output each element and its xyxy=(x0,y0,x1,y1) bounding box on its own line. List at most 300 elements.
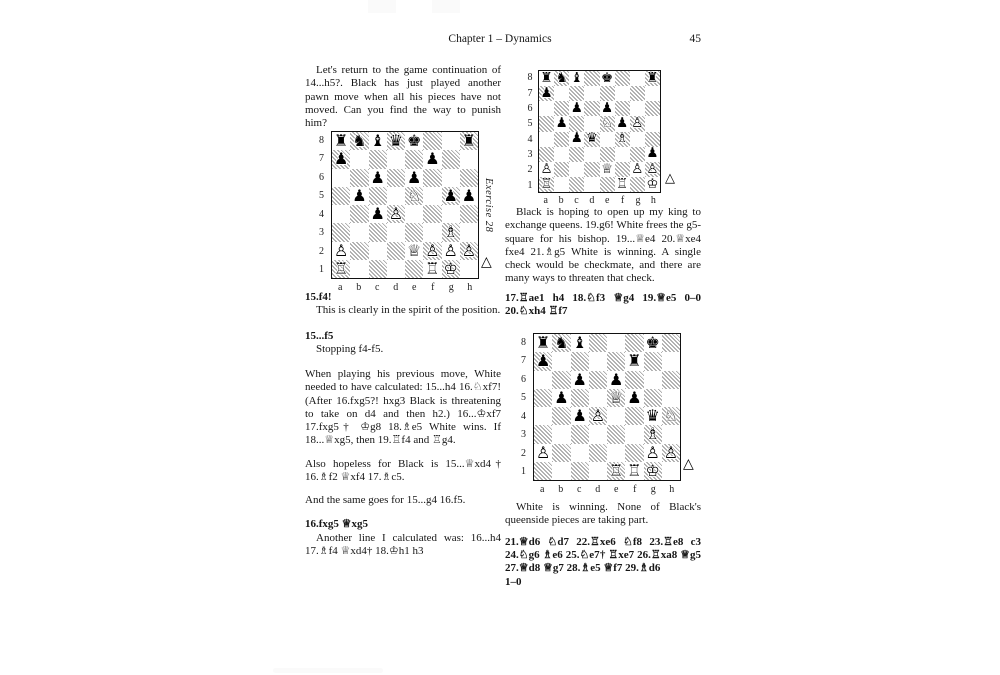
paragraph-analysis: And the same goes for 15...g4 16.f5. xyxy=(305,494,466,506)
chess-piece: ♝ xyxy=(572,334,587,353)
chess-piece: ♙ xyxy=(333,241,349,260)
square-c8 xyxy=(369,132,387,150)
move-heading: 15.f4! xyxy=(305,291,332,303)
square-b6 xyxy=(554,101,569,116)
square-a3 xyxy=(332,223,350,241)
square-h4 xyxy=(662,407,680,425)
chess-piece: ♜ xyxy=(461,132,477,151)
chess-piece: ♜ xyxy=(540,71,553,86)
square-e4 xyxy=(600,132,615,147)
file-label-f: f xyxy=(633,484,637,495)
square-e6 xyxy=(607,371,625,389)
square-h1 xyxy=(645,177,660,192)
chess-piece: ♟ xyxy=(554,388,569,407)
rank-label-4: 4 xyxy=(521,410,526,422)
square-e7 xyxy=(405,150,423,168)
chess-piece: ♛ xyxy=(388,132,404,151)
square-g2 xyxy=(644,444,662,462)
chess-piece: ♗ xyxy=(443,223,458,242)
square-f2 xyxy=(423,242,441,260)
file-label-g: g xyxy=(448,282,454,293)
square-b6 xyxy=(552,371,570,389)
rank-label-1: 1 xyxy=(527,179,533,191)
square-g4 xyxy=(630,132,645,147)
square-h7 xyxy=(645,86,660,101)
square-e6 xyxy=(600,101,615,116)
chess-piece: ♟ xyxy=(572,407,587,426)
square-f8 xyxy=(423,132,441,150)
square-d8 xyxy=(387,132,405,150)
page-number: 45 xyxy=(689,33,701,45)
chess-piece: ♟ xyxy=(555,116,568,132)
chess-piece: ♖ xyxy=(333,259,349,278)
square-c5 xyxy=(571,389,589,407)
chess-piece: ♖ xyxy=(540,176,553,192)
square-c4 xyxy=(571,407,589,425)
square-g1 xyxy=(644,462,662,480)
square-h6 xyxy=(460,169,478,187)
rank-label-6: 6 xyxy=(521,373,526,385)
square-g1 xyxy=(442,260,460,278)
chess-piece: ♙ xyxy=(645,443,660,462)
chess-piece: ♙ xyxy=(540,161,553,177)
rank-label-8: 8 xyxy=(319,134,324,146)
square-d7 xyxy=(584,86,599,101)
chess-piece: ♟ xyxy=(646,146,659,162)
square-d7 xyxy=(589,352,607,370)
square-a8 xyxy=(332,132,350,150)
chess-piece: ♗ xyxy=(645,425,660,444)
rank-label-2: 2 xyxy=(319,245,324,257)
file-label-h: h xyxy=(669,484,675,495)
square-a2 xyxy=(539,162,554,177)
file-label-d: d xyxy=(595,484,601,495)
square-h2 xyxy=(645,162,660,177)
chess-piece: ♙ xyxy=(646,161,659,177)
file-label-f: f xyxy=(620,195,625,206)
chess-piece: ♘ xyxy=(406,186,422,205)
file-label-g: g xyxy=(635,195,641,206)
chess-piece: ♟ xyxy=(616,116,629,132)
square-d7 xyxy=(387,150,405,168)
rank-label-4: 4 xyxy=(527,133,533,145)
square-f1 xyxy=(423,260,441,278)
chess-board xyxy=(538,70,661,193)
square-g7 xyxy=(630,86,645,101)
square-a7 xyxy=(534,352,552,370)
chess-piece: ♜ xyxy=(535,334,551,353)
chess-piece: ♞ xyxy=(352,132,367,151)
square-d2 xyxy=(387,242,405,260)
chess-piece: ♟ xyxy=(370,168,385,187)
chess-piece: ♙ xyxy=(535,443,551,462)
chess-piece: ♟ xyxy=(425,150,440,169)
square-g1 xyxy=(630,177,645,192)
rank-label-2: 2 xyxy=(527,164,533,176)
square-g2 xyxy=(442,242,460,260)
square-h8 xyxy=(662,334,680,352)
chess-piece: ♙ xyxy=(443,241,458,260)
chess-piece: ♙ xyxy=(631,161,644,177)
square-f5 xyxy=(625,389,643,407)
square-d2 xyxy=(589,444,607,462)
paragraph-commentary: Black is hoping to open up my king to exchange queens. 19.g6! White frees the g5-square for his bishop. 19...♕e4 20.♕xe4 fxe4 21.♗g5 White is winning. A single check would be checkmate, and there are many ways to threaten that check. xyxy=(505,206,701,285)
chess-piece: ♛ xyxy=(645,407,660,426)
square-d1 xyxy=(387,260,405,278)
square-b3 xyxy=(350,223,368,241)
chess-piece: ♟ xyxy=(406,168,422,187)
chess-piece: ♕ xyxy=(601,161,614,177)
chess-piece: ♟ xyxy=(535,352,551,371)
chess-piece: ♙ xyxy=(388,205,404,224)
square-b2 xyxy=(554,162,569,177)
rank-label-7: 7 xyxy=(527,87,533,99)
chess-piece: ♝ xyxy=(370,132,385,151)
square-a1 xyxy=(534,462,552,480)
square-c4 xyxy=(569,132,584,147)
page-edge-artifact xyxy=(273,668,383,673)
square-g4 xyxy=(644,407,662,425)
square-f1 xyxy=(615,177,630,192)
square-d4 xyxy=(589,407,607,425)
square-f6 xyxy=(615,101,630,116)
paragraph-analysis: Another line I calculated was: 16...h4 17.♗f4 ♕xd4† 18.♔h1 h3 xyxy=(305,532,501,558)
square-c1 xyxy=(569,177,584,192)
chess-piece: ♟ xyxy=(608,370,624,389)
chess-piece: ♙ xyxy=(461,241,477,260)
square-f8 xyxy=(615,71,630,86)
square-g8 xyxy=(630,71,645,86)
move-comment: Stopping f4-f5. xyxy=(316,343,384,355)
chess-piece: ♟ xyxy=(461,186,477,205)
square-c6 xyxy=(369,169,387,187)
square-b7 xyxy=(552,352,570,370)
chess-board xyxy=(331,131,479,279)
square-g3 xyxy=(442,223,460,241)
square-b5 xyxy=(554,116,569,131)
rank-label-6: 6 xyxy=(527,102,533,114)
square-d3 xyxy=(584,147,599,162)
square-f5 xyxy=(423,187,441,205)
chapter-header: Chapter 1 – Dynamics xyxy=(448,33,552,45)
square-g6 xyxy=(644,371,662,389)
square-b4 xyxy=(554,132,569,147)
square-c5 xyxy=(369,187,387,205)
square-h8 xyxy=(460,132,478,150)
square-a1 xyxy=(539,177,554,192)
rank-label-3: 3 xyxy=(521,429,526,441)
square-b2 xyxy=(552,444,570,462)
square-b7 xyxy=(554,86,569,101)
square-e1 xyxy=(405,260,423,278)
rank-label-8: 8 xyxy=(527,72,533,84)
square-b3 xyxy=(554,147,569,162)
square-e5 xyxy=(405,187,423,205)
rank-label-1: 1 xyxy=(319,264,324,276)
square-b4 xyxy=(552,407,570,425)
square-c2 xyxy=(369,242,387,260)
square-g5 xyxy=(644,389,662,407)
square-g8 xyxy=(644,334,662,352)
square-b6 xyxy=(350,169,368,187)
square-c6 xyxy=(569,101,584,116)
square-h4 xyxy=(460,205,478,223)
exercise-label: Exercise 28 xyxy=(483,177,494,233)
chess-piece: ♖ xyxy=(616,176,629,192)
chess-piece: ♟ xyxy=(352,186,367,205)
chess-board xyxy=(533,333,681,481)
square-b3 xyxy=(552,425,570,443)
rank-label-1: 1 xyxy=(521,466,526,478)
rank-label-2: 2 xyxy=(521,447,526,459)
move-heading: 15...f5 xyxy=(305,330,334,342)
file-label-h: h xyxy=(467,282,473,293)
file-labels xyxy=(533,483,681,497)
square-d6 xyxy=(584,101,599,116)
file-label-g: g xyxy=(650,484,656,495)
rank-label-4: 4 xyxy=(319,208,324,220)
chess-piece: ♚ xyxy=(406,132,422,151)
chess-piece: ♝ xyxy=(570,71,583,86)
square-d8 xyxy=(589,334,607,352)
square-h2 xyxy=(662,444,680,462)
chess-piece: ♟ xyxy=(443,186,458,205)
square-e2 xyxy=(607,444,625,462)
square-d4 xyxy=(387,205,405,223)
square-f4 xyxy=(625,407,643,425)
square-a3 xyxy=(539,147,554,162)
rank-label-6: 6 xyxy=(319,171,324,183)
square-g3 xyxy=(644,425,662,443)
square-h5 xyxy=(645,116,660,131)
square-h6 xyxy=(645,101,660,116)
chess-piece: ♟ xyxy=(601,101,614,117)
square-a6 xyxy=(539,101,554,116)
square-f3 xyxy=(625,425,643,443)
file-label-b: b xyxy=(356,282,362,293)
square-a2 xyxy=(534,444,552,462)
rank-label-5: 5 xyxy=(527,118,533,130)
square-b2 xyxy=(350,242,368,260)
file-label-d: d xyxy=(393,282,399,293)
rank-label-5: 5 xyxy=(521,392,526,404)
square-d5 xyxy=(387,187,405,205)
square-c1 xyxy=(571,462,589,480)
square-c6 xyxy=(571,371,589,389)
file-label-c: c xyxy=(375,282,380,293)
square-d1 xyxy=(584,177,599,192)
square-b8 xyxy=(554,71,569,86)
chess-piece: ♘ xyxy=(663,407,679,426)
chess-piece: ♖ xyxy=(627,461,642,480)
chess-piece: ♟ xyxy=(540,86,553,101)
file-label-d: d xyxy=(589,195,595,206)
square-g7 xyxy=(644,352,662,370)
square-b1 xyxy=(554,177,569,192)
square-e8 xyxy=(607,334,625,352)
square-b1 xyxy=(552,462,570,480)
square-c5 xyxy=(569,116,584,131)
file-label-e: e xyxy=(614,484,619,495)
rank-labels xyxy=(315,131,328,279)
square-a2 xyxy=(332,242,350,260)
chess-piece: ♛ xyxy=(585,131,598,147)
square-f2 xyxy=(625,444,643,462)
chess-piece: ♕ xyxy=(406,241,422,260)
square-b5 xyxy=(552,389,570,407)
chess-piece: ♟ xyxy=(570,101,583,117)
square-f1 xyxy=(625,462,643,480)
square-h2 xyxy=(460,242,478,260)
square-a4 xyxy=(539,132,554,147)
square-e3 xyxy=(607,425,625,443)
square-h3 xyxy=(645,147,660,162)
square-f6 xyxy=(625,371,643,389)
chess-piece: ♞ xyxy=(555,71,568,86)
square-a8 xyxy=(534,334,552,352)
square-h3 xyxy=(460,223,478,241)
chess-piece: ♖ xyxy=(425,259,440,278)
game-moves: 21.♕d6 ♘d7 22.♖xe6 ♘f8 23.♖e8 c3 24.♘g6 ♗e6 25.♘e7† ♖xe7 26.♖xa8 ♕g5 27.♕d8 ♕g7 28.♗e5 ♕f7 29.♗d6 xyxy=(505,536,701,575)
square-e7 xyxy=(600,86,615,101)
square-c2 xyxy=(569,162,584,177)
square-a5 xyxy=(539,116,554,131)
square-b4 xyxy=(350,205,368,223)
chess-piece: ♙ xyxy=(425,241,440,260)
game-moves: 17.♖ae1 h4 18.♘f3 ♕g4 19.♕e5 0–0 20.♘xh4 ♖f7 xyxy=(505,292,701,318)
paragraph-analysis: When playing his previous move, White needed to have calculated: 15...h4 16.♘xf7! (After 16.fxg5?! hxg3 Black is threatening to take on d4 and then h2.) 16...♔xf7 17.fxg5† ♔g8 18.♗e5 White wins. If 18...♕xg5, then 19.♖f4 and ♖g4. xyxy=(305,368,501,447)
white-to-move-icon: △ xyxy=(665,171,675,186)
square-c2 xyxy=(571,444,589,462)
square-h1 xyxy=(460,260,478,278)
rank-label-7: 7 xyxy=(319,153,324,165)
file-label-e: e xyxy=(412,282,417,293)
square-h7 xyxy=(662,352,680,370)
chess-piece: ♜ xyxy=(627,352,642,371)
square-h4 xyxy=(645,132,660,147)
square-a1 xyxy=(332,260,350,278)
square-e8 xyxy=(405,132,423,150)
white-to-move-icon: △ xyxy=(683,456,694,472)
square-h1 xyxy=(662,462,680,480)
square-d3 xyxy=(589,425,607,443)
chess-piece: ♙ xyxy=(590,407,606,426)
square-g5 xyxy=(442,187,460,205)
paragraph-commentary: White is winning. None of Black's queenside pieces are taking part. xyxy=(505,501,701,527)
game-result: 1–0 xyxy=(505,576,522,588)
paragraph-intro: Let's return to the game continuation of 14...h5?. Black has just played another pawn move when all his pieces have not moved. Can you find the way to punish him? xyxy=(305,64,501,130)
square-e1 xyxy=(607,462,625,480)
square-b5 xyxy=(350,187,368,205)
square-g2 xyxy=(630,162,645,177)
square-f2 xyxy=(615,162,630,177)
square-f3 xyxy=(423,223,441,241)
square-f7 xyxy=(615,86,630,101)
square-e8 xyxy=(600,71,615,86)
file-label-c: c xyxy=(577,484,582,495)
square-c3 xyxy=(571,425,589,443)
square-e2 xyxy=(405,242,423,260)
rank-label-3: 3 xyxy=(527,149,533,161)
square-e5 xyxy=(607,389,625,407)
square-a5 xyxy=(332,187,350,205)
square-c8 xyxy=(569,71,584,86)
square-h5 xyxy=(460,187,478,205)
square-d5 xyxy=(584,116,599,131)
square-e2 xyxy=(600,162,615,177)
square-a7 xyxy=(332,150,350,168)
square-e3 xyxy=(600,147,615,162)
square-d1 xyxy=(589,462,607,480)
move-comment: This is clearly in the spirit of the position. xyxy=(316,304,501,316)
white-to-move-icon: △ xyxy=(481,254,492,270)
square-d3 xyxy=(387,223,405,241)
square-e3 xyxy=(405,223,423,241)
square-g5 xyxy=(630,116,645,131)
square-g6 xyxy=(630,101,645,116)
chess-piece: ♗ xyxy=(616,131,629,147)
file-label-b: b xyxy=(558,195,564,206)
square-d2 xyxy=(584,162,599,177)
square-f8 xyxy=(625,334,643,352)
square-g6 xyxy=(442,169,460,187)
square-g7 xyxy=(442,150,460,168)
square-d5 xyxy=(589,389,607,407)
page-edge-artifact xyxy=(432,0,460,13)
square-h7 xyxy=(460,150,478,168)
rank-label-7: 7 xyxy=(521,355,526,367)
square-e5 xyxy=(600,116,615,131)
chess-piece: ♚ xyxy=(601,71,614,86)
chess-piece: ♚ xyxy=(645,334,660,353)
square-h5 xyxy=(662,389,680,407)
square-f5 xyxy=(615,116,630,131)
rank-label-5: 5 xyxy=(319,190,324,202)
file-label-c: c xyxy=(574,195,579,206)
square-a6 xyxy=(332,169,350,187)
square-a5 xyxy=(534,389,552,407)
square-c7 xyxy=(369,150,387,168)
chess-piece: ♔ xyxy=(646,176,659,192)
square-f3 xyxy=(615,147,630,162)
square-f7 xyxy=(423,150,441,168)
square-b8 xyxy=(350,132,368,150)
page-edge-artifact xyxy=(368,0,396,13)
square-e4 xyxy=(607,407,625,425)
square-e6 xyxy=(405,169,423,187)
square-a6 xyxy=(534,371,552,389)
chess-piece: ♞ xyxy=(554,334,569,353)
file-label-b: b xyxy=(558,484,564,495)
chess-piece: ♖ xyxy=(608,461,624,480)
square-c4 xyxy=(369,205,387,223)
square-c1 xyxy=(369,260,387,278)
square-d8 xyxy=(584,71,599,86)
chess-piece: ♟ xyxy=(333,150,349,169)
square-h6 xyxy=(662,371,680,389)
square-e4 xyxy=(405,205,423,223)
square-c8 xyxy=(571,334,589,352)
chess-piece: ♔ xyxy=(443,259,458,278)
square-e1 xyxy=(600,177,615,192)
square-a8 xyxy=(539,71,554,86)
square-b7 xyxy=(350,150,368,168)
file-label-e: e xyxy=(604,195,610,206)
chess-piece: ♘ xyxy=(601,116,614,132)
square-g8 xyxy=(442,132,460,150)
square-h3 xyxy=(662,425,680,443)
chess-piece: ♟ xyxy=(627,388,642,407)
